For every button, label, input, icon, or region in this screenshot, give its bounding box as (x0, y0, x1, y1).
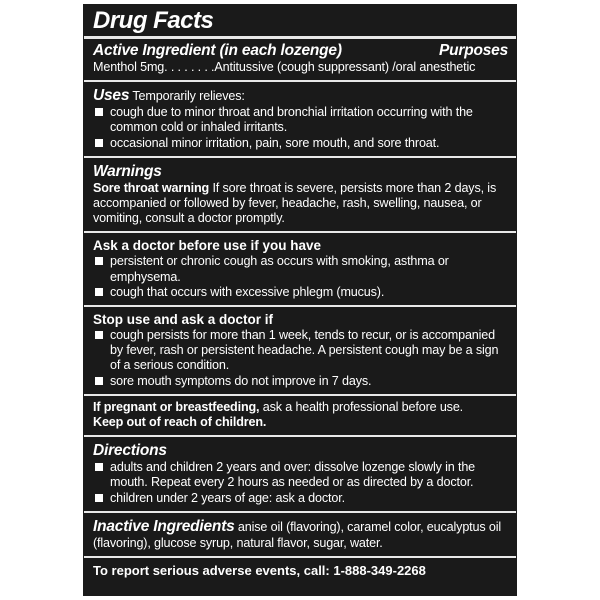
stop-use-section (84, 307, 516, 394)
bullet-square-icon (95, 108, 103, 116)
ask-doctor-heading: Ask a doctor before use if you have (93, 238, 322, 254)
purposes-heading: Purposes (438, 42, 508, 59)
stop-use-item: cough persists for more than 1 week, tends to recur, or is accompanied by fever, rash or persistent headache. A persistent cough may be a sign of a serious condition. (110, 328, 499, 373)
active-ingredient-section (84, 39, 516, 80)
list-item (93, 254, 508, 284)
report-section (84, 558, 516, 579)
pregnant-label: If pregnant or breastfeeding, (93, 399, 260, 414)
inactive-ingredients-text: anise oil (flavoring), caramel color, eucalyptus oil (flavoring), glucose syrup, natural flavor, sugar, water. (93, 519, 502, 550)
stop-use-heading: Stop use and ask a doctor if (93, 312, 274, 328)
drug-facts-panel (83, 4, 517, 596)
bullet-square-icon (95, 257, 103, 265)
warnings-section (84, 158, 516, 232)
uses-heading: Uses (93, 87, 130, 105)
bullet-square-icon (95, 377, 103, 385)
list-item (93, 460, 508, 490)
warnings-heading: Warnings (93, 162, 162, 180)
bullet-square-icon (95, 139, 103, 147)
uses-section (84, 82, 516, 156)
active-ingredient-heading: Active Ingredient (in each lozenge) (93, 42, 342, 59)
ask-doctor-section (84, 233, 516, 305)
inactive-ingredients-section (84, 513, 516, 556)
active-ingredient-line: Menthol 5mg. . . . . . . .Antitussive (cough suppressant) /oral anesthetic (93, 60, 476, 74)
pregnancy-section (84, 396, 516, 435)
directions-item: adults and children 2 years and over: dissolve lozenge slowly in the mouth. Repeat every 2 hours as needed or as directed by a doctor. (110, 460, 476, 490)
bullet-square-icon (95, 331, 103, 339)
list-item (93, 491, 508, 506)
directions-heading: Directions (93, 442, 167, 460)
uses-item: occasional minor irritation, pain, sore mouth, and sore throat. (110, 135, 440, 150)
bullet-square-icon (95, 494, 103, 502)
directions-section (84, 437, 516, 511)
pregnant-text: ask a health professional before use. (259, 399, 464, 414)
stop-use-item: sore mouth symptoms do not improve in 7 days. (110, 373, 372, 388)
directions-item: children under 2 years of age: ask a doctor. (110, 490, 345, 505)
bullet-square-icon (95, 288, 103, 296)
sore-throat-label: Sore throat warning (93, 180, 210, 195)
sore-throat-text: If sore throat is severe, persists more than 2 days, is accompanied or followed by fever, headache, rash, swelling, nausea, or vomiting, consult a doctor promptly. (93, 180, 497, 226)
keep-out-of-reach: Keep out of reach of children. (93, 415, 267, 430)
list-item (93, 105, 508, 135)
list-item (93, 374, 508, 389)
list-item (93, 328, 508, 374)
bullet-square-icon (95, 463, 103, 471)
report-line: To report serious adverse events, call: 1-888-349-2268 (93, 563, 426, 579)
inactive-ingredients-heading: Inactive Ingredients (93, 517, 235, 535)
ask-doctor-item: persistent or chronic cough as occurs with smoking, asthma or emphysema. (110, 254, 449, 284)
ask-doctor-item: cough that occurs with excessive phlegm (mucus). (110, 284, 385, 299)
uses-item: cough due to minor throat and bronchial irritation occurring with the common cold or inhaled irritants. (110, 105, 473, 135)
drug-facts-title-section (84, 5, 516, 36)
list-item (93, 285, 508, 300)
uses-intro: Temporarily relieves: (132, 89, 245, 104)
list-item (93, 136, 508, 151)
drug-facts-title: Drug Facts (93, 7, 214, 34)
